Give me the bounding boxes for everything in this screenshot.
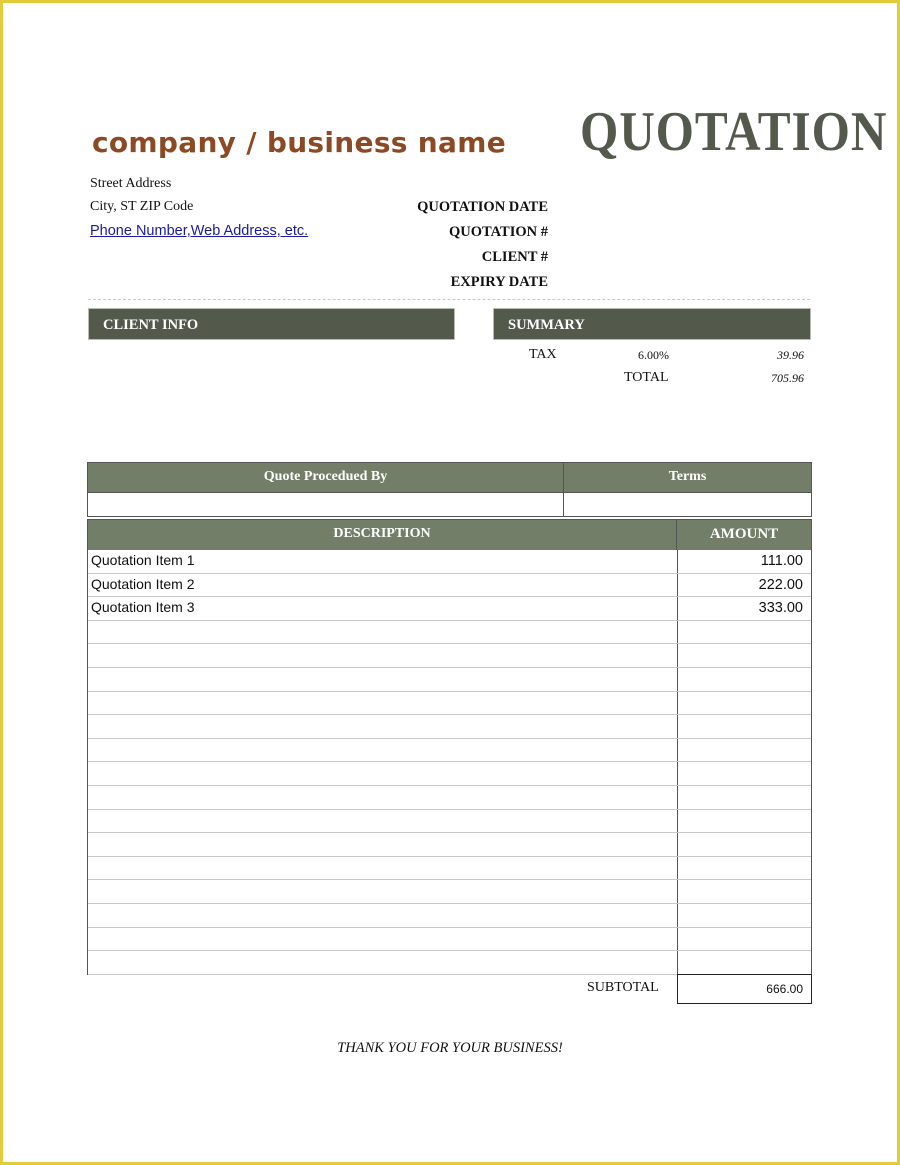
- table-row[interactable]: [88, 550, 811, 574]
- description-header: DESCRIPTION: [88, 520, 677, 550]
- tax-label: TAX: [529, 347, 557, 362]
- document-title: QUOTATION: [580, 101, 888, 163]
- company-name: company / business name: [92, 126, 506, 159]
- items-table: [87, 519, 812, 975]
- divider: [88, 299, 810, 300]
- quote-terms-table: [87, 462, 812, 517]
- item-amount: 111.00: [760, 553, 803, 569]
- table-row[interactable]: [88, 762, 811, 786]
- subtotal-label: SUBTOTAL: [587, 980, 659, 995]
- tax-amount: 39.96: [777, 348, 804, 362]
- table-row[interactable]: [88, 786, 811, 810]
- total-amount: 705.96: [771, 371, 804, 385]
- subtotal-value: 666.00: [766, 982, 803, 996]
- quotation-number-label: QUOTATION #: [449, 224, 548, 240]
- street-address: Street Address: [90, 176, 172, 191]
- item-description: Quotation Item 1: [91, 552, 195, 568]
- table-row[interactable]: [88, 833, 811, 857]
- quote-procedued-by-header: Quote Procedued By: [88, 463, 564, 492]
- subtotal-box: [677, 974, 812, 1004]
- table-row[interactable]: [88, 644, 811, 668]
- table-row[interactable]: [88, 928, 811, 952]
- expiry-date-label: EXPIRY DATE: [450, 274, 548, 290]
- city-line: City, ST ZIP Code: [90, 199, 194, 214]
- table-row[interactable]: [88, 574, 811, 598]
- table-row[interactable]: [88, 880, 811, 904]
- table-row[interactable]: [88, 692, 811, 716]
- terms-header: Terms: [564, 463, 811, 492]
- quotation-date-label: QUOTATION DATE: [417, 199, 548, 215]
- item-description: Quotation Item 2: [91, 575, 195, 592]
- client-info-header: CLIENT INFO: [88, 308, 455, 340]
- table-row[interactable]: [88, 904, 811, 928]
- table-row[interactable]: [88, 715, 811, 739]
- quote-procedued-by-cell[interactable]: [88, 492, 564, 516]
- table-row[interactable]: [88, 621, 811, 645]
- total-label: TOTAL: [624, 370, 669, 385]
- table-row[interactable]: [88, 951, 811, 975]
- terms-cell[interactable]: [564, 492, 811, 516]
- tax-rate: 6.00%: [638, 348, 669, 362]
- item-amount: 333.00: [758, 600, 803, 617]
- table-row[interactable]: [88, 668, 811, 692]
- thank-you-note: THANK YOU FOR YOUR BUSINESS!: [337, 1040, 563, 1056]
- client-number-label: CLIENT #: [481, 249, 548, 265]
- table-row[interactable]: [88, 739, 811, 763]
- item-amount: 222.00: [758, 576, 803, 593]
- table-row[interactable]: [88, 810, 811, 834]
- table-row[interactable]: [88, 597, 811, 621]
- amount-header: AMOUNT: [677, 520, 811, 550]
- contact-link[interactable]: Phone Number,Web Address, etc.: [90, 223, 309, 239]
- table-row[interactable]: [88, 857, 811, 881]
- item-description: Quotation Item 3: [91, 599, 195, 616]
- summary-header: SUMMARY: [493, 308, 811, 340]
